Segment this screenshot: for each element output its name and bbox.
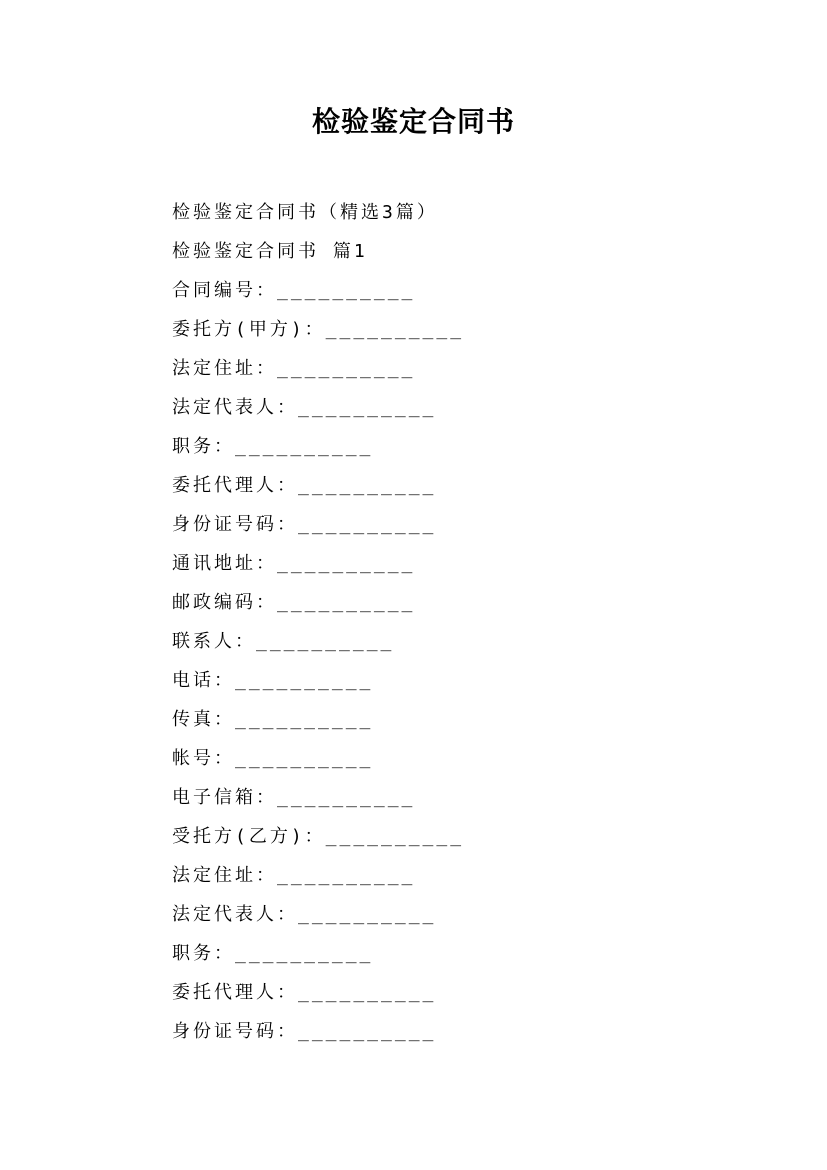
field-party-b-position: 职务：__________ <box>172 943 374 964</box>
field-party-a-account: 帐号：__________ <box>172 748 374 769</box>
field-party-a-contact: 联系人：__________ <box>172 631 395 652</box>
field-party-a-mailing-address: 通讯地址：__________ <box>172 553 416 574</box>
field-party-b: 受托方(乙方)：__________ <box>172 826 465 847</box>
field-party-a-fax: 传真：__________ <box>172 709 374 730</box>
field-party-b-agent: 委托代理人：__________ <box>172 982 437 1003</box>
field-party-a-id-number: 身份证号码：__________ <box>172 514 437 535</box>
field-party-a-phone: 电话：__________ <box>172 670 374 691</box>
field-party-a: 委托方(甲方)：__________ <box>172 319 465 340</box>
section-heading: 检验鉴定合同书 篇1 <box>172 241 368 262</box>
subtitle-line: 检验鉴定合同书（精选3篇） <box>172 202 438 223</box>
field-party-a-postcode: 邮政编码：__________ <box>172 592 416 613</box>
field-party-b-legal-rep: 法定代表人：__________ <box>172 904 437 925</box>
field-party-a-email: 电子信箱：__________ <box>172 787 416 808</box>
field-party-a-address: 法定住址：__________ <box>172 358 416 379</box>
field-party-a-position: 职务：__________ <box>172 436 374 457</box>
contract-body <box>172 193 772 1051</box>
field-party-a-legal-rep: 法定代表人：__________ <box>172 397 437 418</box>
field-party-b-id-number: 身份证号码：__________ <box>172 1021 437 1042</box>
field-contract-number: 合同编号：__________ <box>172 280 416 301</box>
page-title: 检验鉴定合同书 <box>311 105 515 138</box>
field-party-b-address: 法定住址：__________ <box>172 865 416 886</box>
field-party-a-agent: 委托代理人：__________ <box>172 475 437 496</box>
